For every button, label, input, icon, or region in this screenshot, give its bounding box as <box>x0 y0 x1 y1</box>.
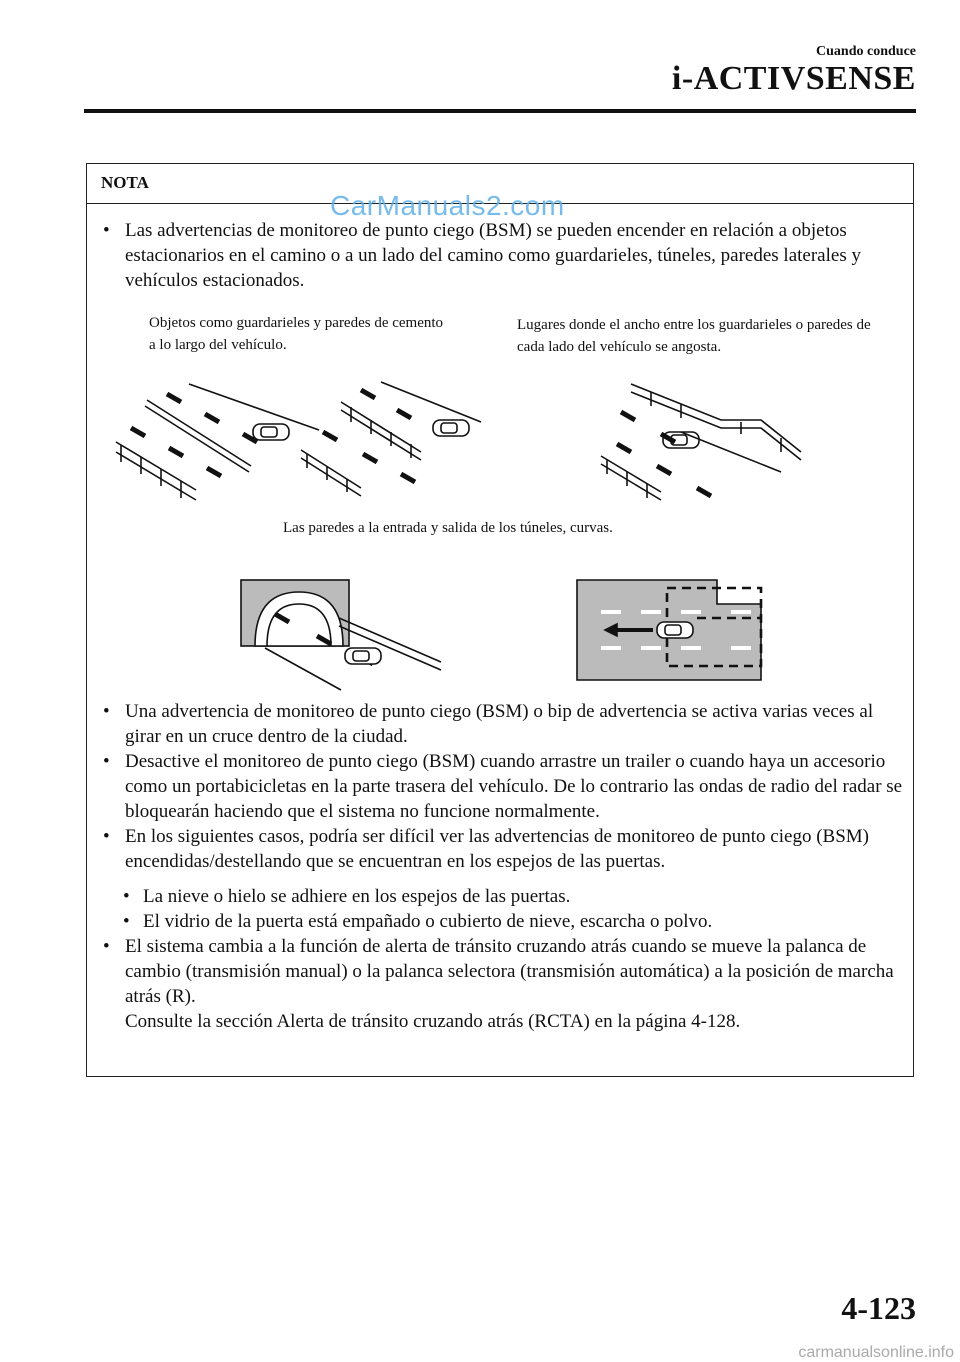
section-label: Cuando conduce <box>816 44 916 59</box>
bullet-text: En los siguientes casos, podría ser difícil ver las advertencias de monitoreo de punto ciego (BSM) encendidas/destellando que se encuentran en los espejos de las puertas. <box>125 826 869 872</box>
bullet-dot: • <box>103 936 110 957</box>
bullet-text: Una advertencia de monitoreo de punto ciego (BSM) o bip de advertencia se activa varias veces al girar en un cruce dentro de la ciudad. <box>125 701 874 747</box>
note-title: NOTA <box>101 173 149 192</box>
sub-bullet-dot: • <box>123 886 130 907</box>
page-reference: Consulte la sección Alerta de tránsito cruzando atrás (RCTA) en la página 4-128. <box>125 1011 741 1032</box>
spacer <box>103 874 913 884</box>
illustration-guardrails <box>101 372 901 512</box>
bullet-item <box>103 749 913 824</box>
bullet-item <box>103 218 913 293</box>
bullet-dot: • <box>103 826 110 847</box>
bullet-dot: • <box>103 701 110 722</box>
sub-bullet-item <box>123 884 913 909</box>
bullet-list-bottom <box>103 699 913 1034</box>
bullet-text: El sistema cambia a la función de alerta de tránsito cruzando atrás cuando se mueve la palanca de cambio (transmisión manual) o la palanca selectora (transmisión automática) a la posición de marcha atrás (R). <box>125 936 894 1007</box>
chapter-title: i-ACTIVSENSE <box>671 60 916 97</box>
bullet-item <box>103 824 913 874</box>
caption-right: Lugares donde el ancho entre los guardarieles o paredes de cada lado del vehículo se angosta. <box>517 317 871 355</box>
caption-middle: Las paredes a la entrada y salida de los túneles, curvas. <box>283 520 613 536</box>
bullet-item <box>103 699 913 749</box>
bullet-item <box>103 934 913 1034</box>
illustration-tunnels-curves <box>101 570 901 700</box>
sub-bullet-text: El vidrio de la puerta está empañado o cubierto de nieve, escarcha o polvo. <box>143 911 713 932</box>
note-box <box>86 163 914 1077</box>
bullet-dot: • <box>103 220 110 241</box>
sub-bullet-item <box>123 909 913 934</box>
header-rule <box>84 109 916 113</box>
sub-bullet-dot: • <box>123 911 130 932</box>
bullet-dot: • <box>103 751 110 772</box>
footer-watermark: carmanualsonline.info <box>798 1344 954 1361</box>
bullet-list-top <box>103 218 913 293</box>
bullet-text: Desactive el monitoreo de punto ciego (BSM) cuando arrastre un trailer o cuando haya un accesorio como un portabicicletas en la parte trasera del vehículo. De lo contrario las ondas de radio del radar se bloquearán haciendo que el sistema no funcione normalmente. <box>125 751 903 822</box>
caption-left: Objetos como guardarieles y paredes de cemento a lo largo del vehículo. <box>149 315 444 353</box>
bullet-text: Las advertencias de monitoreo de punto ciego (BSM) se pueden encender en relación a objetos estacionarios en el camino o a un lado del camino como guardarieles, túneles, paredes laterales y vehículos estacionados. <box>125 220 861 291</box>
page-number: 4-123 <box>841 1290 916 1326</box>
sub-bullet-text: La nieve o hielo se adhiere en los espejos de las puertas. <box>143 886 571 907</box>
watermark: CarManuals2.com <box>330 190 565 221</box>
